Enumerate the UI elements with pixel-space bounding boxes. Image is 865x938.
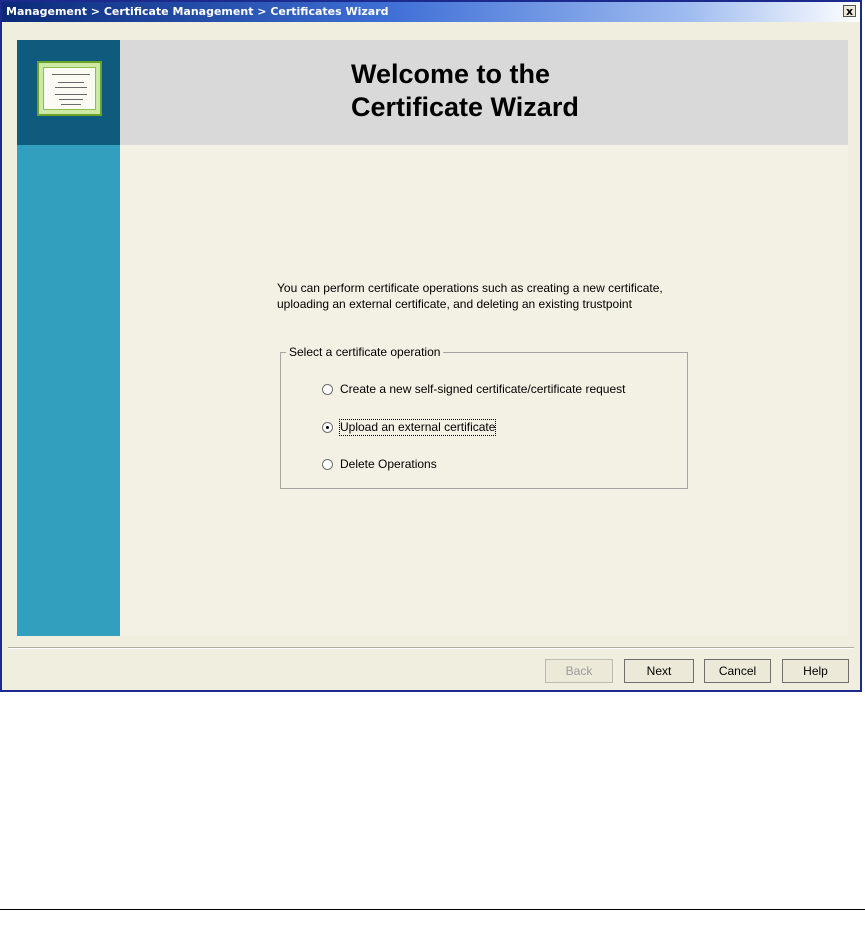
close-button[interactable]: x xyxy=(843,5,856,17)
description-text xyxy=(277,280,663,312)
window-title: Management > Certificate Management > Certificates Wizard xyxy=(6,5,389,18)
option-delete-operations[interactable] xyxy=(322,457,437,472)
back-button[interactable]: Back xyxy=(545,659,613,683)
sidebar-panel xyxy=(17,145,120,636)
operation-groupbox xyxy=(280,345,688,489)
radio-button-selected[interactable] xyxy=(322,422,333,433)
help-button[interactable]: Help xyxy=(782,659,849,683)
radio-button[interactable] xyxy=(322,384,333,395)
cancel-button[interactable]: Cancel xyxy=(704,659,771,683)
option-upload-certificate[interactable] xyxy=(322,420,495,435)
option-label[interactable]: Upload an external certificate xyxy=(340,420,496,434)
description-line-2: uploading an external certificate, and deleting an existing trustpoint xyxy=(277,297,632,311)
next-button[interactable]: Next xyxy=(624,659,694,683)
certificate-icon xyxy=(37,61,102,116)
option-label[interactable]: Delete Operations xyxy=(340,457,437,471)
groupbox-label: Select a certificate operation xyxy=(286,345,443,360)
title-line-1: Welcome to the xyxy=(351,59,551,89)
option-label[interactable]: Create a new self-signed certificate/certificate request xyxy=(340,382,626,396)
description-line-1: You can perform certificate operations such as creating a new certificate, xyxy=(277,281,663,295)
wizard-content xyxy=(17,40,848,636)
page-rule xyxy=(0,909,865,910)
button-separator xyxy=(8,647,854,649)
option-create-certificate[interactable] xyxy=(322,382,625,397)
title-bar[interactable] xyxy=(2,2,860,22)
sidebar-header xyxy=(17,40,120,145)
title-line-2: Certificate Wizard xyxy=(351,92,579,122)
page-title xyxy=(351,58,579,124)
radio-button[interactable] xyxy=(322,459,333,470)
